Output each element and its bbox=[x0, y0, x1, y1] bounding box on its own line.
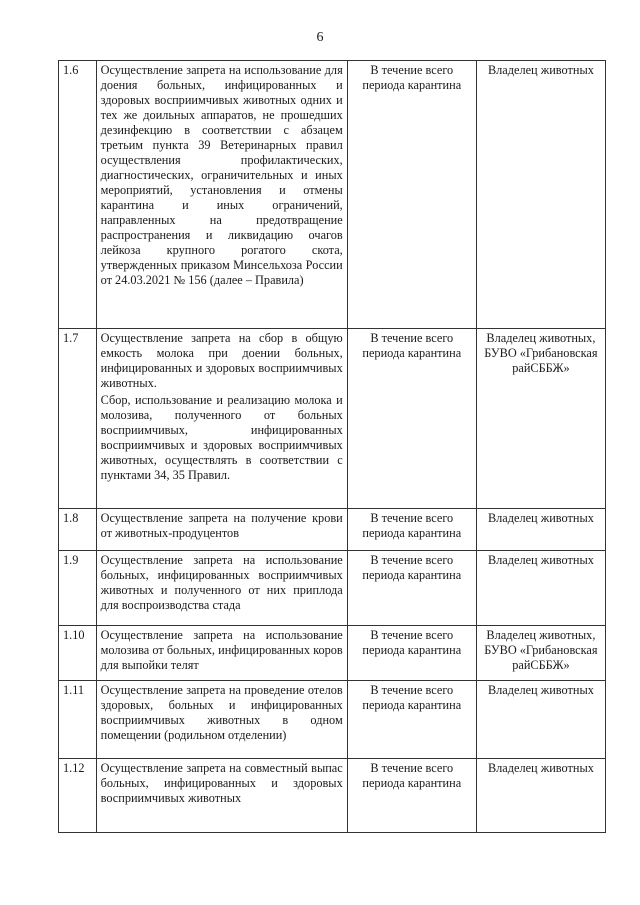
measure-description bbox=[96, 329, 347, 509]
measures-table bbox=[58, 60, 606, 833]
measure-term: В течение всего периода карантина bbox=[347, 329, 476, 509]
measure-term: В течение всего периода карантина bbox=[347, 551, 476, 626]
measure-responsible: Владелец животных, БУВО «Грибановская райСББЖ» bbox=[476, 626, 605, 681]
description-paragraph: Осуществление запрета на совместный выпас больных, инфицированных и здоровых восприимчивых животных bbox=[100, 761, 343, 805]
measure-term: В течение всего периода карантина bbox=[347, 509, 476, 551]
measure-responsible: Владелец животных bbox=[476, 551, 605, 626]
row-number: 1.10 bbox=[59, 626, 97, 681]
row-number: 1.6 bbox=[59, 61, 97, 329]
row-number: 1.12 bbox=[59, 759, 97, 833]
measure-responsible: Владелец животных bbox=[476, 509, 605, 551]
description-paragraph: Осуществление запрета на проведение отелов здоровых, больных и инфицированных восприимчивых животных в одном помещении (родильном отделении) bbox=[100, 683, 343, 742]
table-row bbox=[59, 551, 606, 626]
description-paragraph: Осуществление запрета на сбор в общую емкость молока при доении больных, инфицированных и здоровых восприимчивых животных. bbox=[100, 331, 343, 390]
row-number: 1.11 bbox=[59, 681, 97, 759]
measure-responsible: Владелец животных bbox=[476, 759, 605, 833]
measure-responsible: Владелец животных bbox=[476, 61, 605, 329]
row-number: 1.7 bbox=[59, 329, 97, 509]
table-row bbox=[59, 759, 606, 833]
row-number: 1.9 bbox=[59, 551, 97, 626]
measure-responsible: Владелец животных, БУВО «Грибановская райСББЖ» bbox=[476, 329, 605, 509]
table-body bbox=[59, 61, 606, 833]
table-row bbox=[59, 509, 606, 551]
measure-description bbox=[96, 681, 347, 759]
measure-description bbox=[96, 626, 347, 681]
measure-term: В течение всего периода карантина bbox=[347, 626, 476, 681]
measure-description bbox=[96, 61, 347, 329]
measure-term: В течение всего периода карантина bbox=[347, 759, 476, 833]
measure-description bbox=[96, 509, 347, 551]
description-paragraph: Сбор, использование и реализацию молока и молозива, полученного от больных восприимчивых, инфицированных восприимчивых и здоровых восприимчивых животных, осуществлять в соответствии с пунктами 34, 35 Правил. bbox=[100, 393, 343, 482]
table-row bbox=[59, 329, 606, 509]
measure-term: В течение всего периода карантина bbox=[347, 61, 476, 329]
measure-description bbox=[96, 759, 347, 833]
page-number: 6 bbox=[316, 30, 324, 45]
description-paragraph: Осуществление запрета на использование больных, инфицированных восприимчивых животных и полученного от них приплода для воспроизводства стада bbox=[100, 553, 343, 612]
row-number: 1.8 bbox=[59, 509, 97, 551]
description-paragraph: Осуществление запрета на получение крови от животных-продуцентов bbox=[100, 511, 343, 540]
table-row bbox=[59, 681, 606, 759]
table-row bbox=[59, 61, 606, 329]
table-row bbox=[59, 626, 606, 681]
description-paragraph: Осуществление запрета на использование для доения больных, инфицированных и здоровых восприимчивых животных одних и тех же доильных аппаратов, не прошедших дезинфекцию в соответствии с абзацем третьим пункта 39 Ветеринарных правил осуществления профилактических, диагностических, ограничительных и иных мероприятий, установления и отмены карантина и иных ограничений, направленных на предотвращение распространения и ликвидацию очагов лейкоза крупного рогатого скота, утвержденных приказом Минсельхоза России от 24.03.2021 № 156 (далее – Правила) bbox=[100, 63, 343, 287]
description-paragraph: Осуществление запрета на использование молозива от больных, инфицированных коров для выпойки телят bbox=[100, 628, 343, 672]
measure-term: В течение всего периода карантина bbox=[347, 681, 476, 759]
measure-responsible: Владелец животных bbox=[476, 681, 605, 759]
measure-description bbox=[96, 551, 347, 626]
